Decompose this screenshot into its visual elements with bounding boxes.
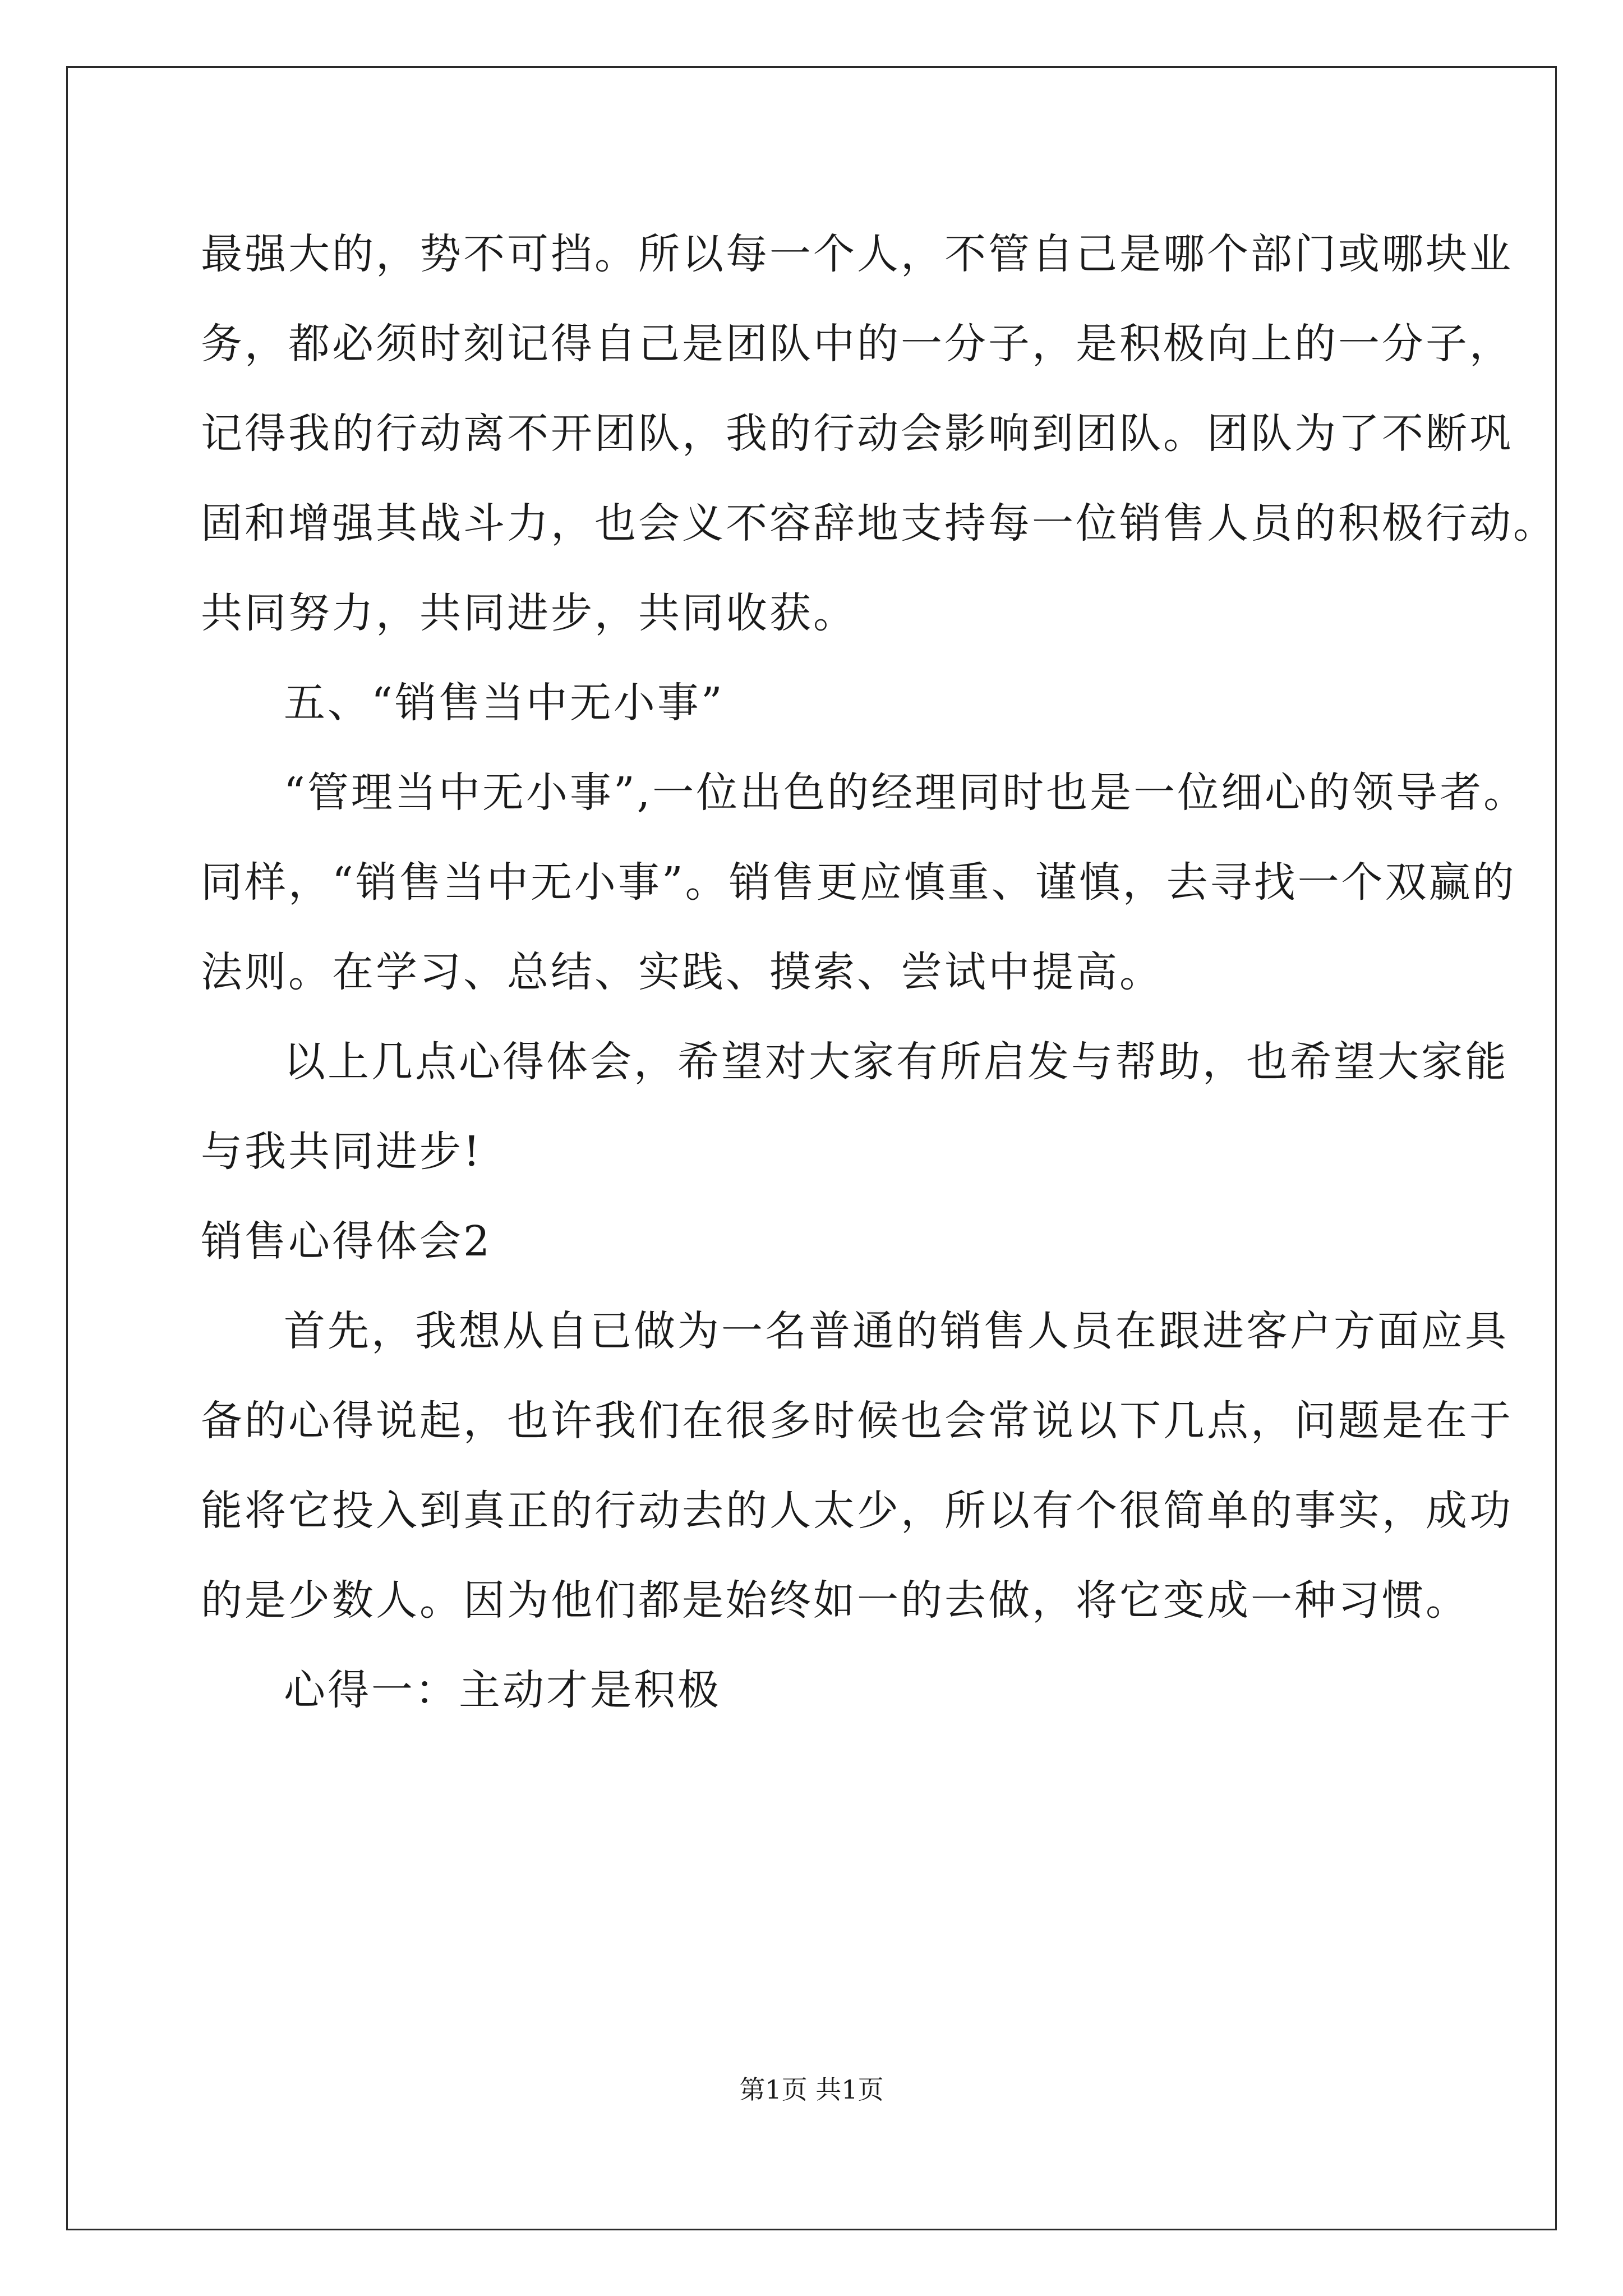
section-heading: 五、“销售当中无小事”	[284, 679, 725, 727]
paragraph-line: 与我共同进步!	[201, 1128, 482, 1176]
paragraph-line: 首先，我想从自已做为一名普通的销售人员在跟进客户方面应具	[284, 1307, 1509, 1355]
paragraph-line: 法则。在学习、总结、实践、摸索、尝试中提高。	[201, 948, 1163, 996]
paragraph-line: 最强大的，势不可挡。所以每一个人，不管自己是哪个部门或哪块业	[201, 230, 1513, 278]
page-number: 第1页 共1页	[739, 2074, 884, 2105]
paragraph-line: 的是少数人。因为他们都是始终如一的去做，将它变成一种习惯。	[201, 1576, 1469, 1625]
paragraph-line: 以上几点心得体会，希望对大家有所启发与帮助，也希望大家能	[284, 1038, 1509, 1086]
document-title: 销售心得体会2	[201, 1217, 492, 1266]
paragraph-line: 同样，“销售当中无小事”。销售更应慎重、谨慎，去寻找一个双赢的	[201, 858, 1516, 907]
paragraph-line: 备的心得说起，也许我们在很多时候也会常说以下几点，问题是在于	[201, 1397, 1513, 1445]
paragraph-line: 记得我的行动离不开团队，我的行动会影响到团队。团队为了不断巩	[201, 409, 1513, 458]
paragraph-line: 务，都必须时刻记得自己是团队中的一分子，是积极向上的一分子，	[201, 320, 1513, 368]
section-heading: 心得一：主动才是积极	[284, 1666, 721, 1714]
paragraph-line: 能将它投入到真正的行动去的人太少，所以有个很简单的事实，成功	[201, 1487, 1513, 1535]
paragraph-line: 共同努力，共同进步，共同收获。	[201, 589, 857, 637]
paragraph-line: “管理当中无小事”,一位出色的经理同时也是一位细心的领导者。	[284, 769, 1528, 817]
paragraph-line: 固和增强其战斗力，也会义不容辞地支持每一位销售人员的积极行动。	[201, 499, 1557, 547]
